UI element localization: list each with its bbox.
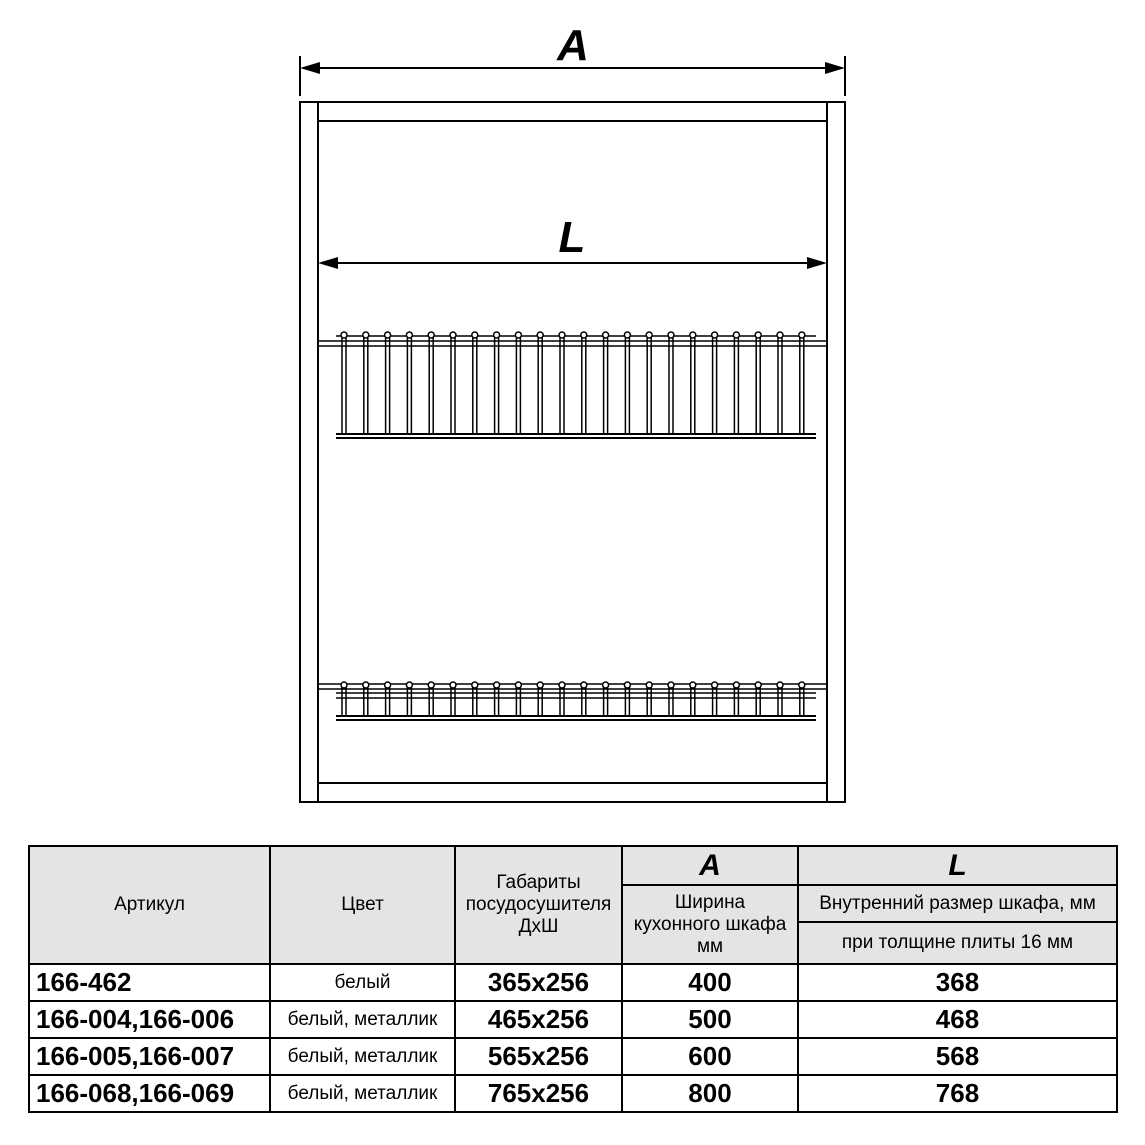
header-l-line2: при толщине плиты 16 мм bbox=[798, 922, 1117, 964]
row-l: 568 bbox=[798, 1038, 1117, 1075]
row-l: 368 bbox=[798, 964, 1117, 1001]
header-article: Артикул bbox=[29, 846, 270, 964]
row-dims: 765x256 bbox=[455, 1075, 622, 1112]
row-l: 768 bbox=[798, 1075, 1117, 1112]
row-a: 800 bbox=[622, 1075, 798, 1112]
header-l-letter: L bbox=[798, 846, 1117, 885]
row-l: 468 bbox=[798, 1001, 1117, 1038]
row-a: 400 bbox=[622, 964, 798, 1001]
header-a-letter: A bbox=[622, 846, 798, 885]
header-dimensions-line1: Габариты bbox=[496, 872, 581, 893]
row-color: белый, металлик bbox=[270, 1038, 455, 1075]
header-dimensions-line2: посудосушителя bbox=[465, 894, 612, 915]
table-row bbox=[29, 1001, 1117, 1038]
header-a-desc bbox=[622, 885, 798, 964]
cabinet-frame bbox=[300, 102, 845, 802]
row-dims: 365x256 bbox=[455, 964, 622, 1001]
row-article: 166-068,166-069 bbox=[29, 1075, 270, 1112]
row-color: белый bbox=[270, 964, 455, 1001]
table-row bbox=[29, 1038, 1117, 1075]
header-a-line1: Ширина bbox=[674, 891, 746, 913]
header-dimensions-line3: ДхШ bbox=[518, 916, 559, 937]
spec-table bbox=[28, 845, 1118, 1113]
row-color: белый, металлик bbox=[270, 1075, 455, 1112]
dimension-a bbox=[300, 21, 845, 96]
table-row bbox=[29, 964, 1117, 1001]
dimension-l-label: L bbox=[558, 213, 586, 262]
header-a-line2: кухонного шкафа bbox=[633, 913, 787, 935]
header-l-line1: Внутренний размер шкафа, мм bbox=[798, 885, 1117, 922]
header-dimensions bbox=[455, 846, 622, 964]
table-row bbox=[29, 1075, 1117, 1112]
header-a-line3: мм bbox=[696, 935, 724, 957]
dimension-a-label: A bbox=[557, 21, 589, 70]
row-color: белый, металлик bbox=[270, 1001, 455, 1038]
row-a: 600 bbox=[622, 1038, 798, 1075]
row-dims: 565x256 bbox=[455, 1038, 622, 1075]
row-article: 166-462 bbox=[29, 964, 270, 1001]
row-article: 166-004,166-006 bbox=[29, 1001, 270, 1038]
header-color: Цвет bbox=[270, 846, 455, 964]
row-article: 166-005,166-007 bbox=[29, 1038, 270, 1075]
row-a: 500 bbox=[622, 1001, 798, 1038]
row-dims: 465x256 bbox=[455, 1001, 622, 1038]
